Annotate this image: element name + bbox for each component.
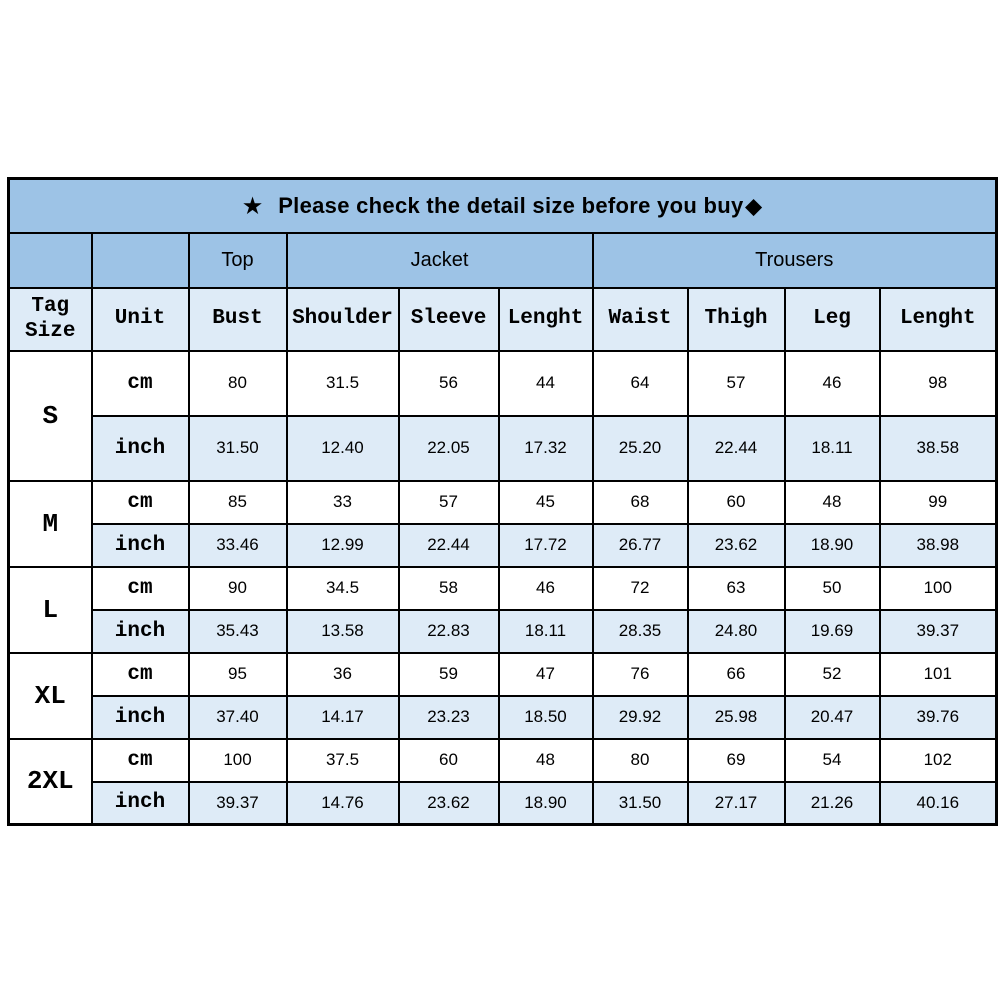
measurement-cell: 68	[593, 481, 688, 524]
group-spacer-tag	[9, 233, 92, 288]
group-spacer-unit	[92, 233, 189, 288]
measurement-cell: 18.11	[785, 416, 880, 481]
group-header-jacket: Jacket	[287, 233, 593, 288]
measurement-cell: 66	[688, 653, 785, 696]
measurement-cell: 39.76	[880, 696, 997, 739]
measurement-cell: 56	[399, 351, 499, 416]
measurement-cell: 37.5	[287, 739, 399, 782]
column-header-tag-size: Tag Size	[9, 288, 92, 351]
measurement-cell: 72	[593, 567, 688, 610]
measurement-cell: 39.37	[880, 610, 997, 653]
size-row-2xl-inch	[9, 782, 997, 825]
size-row-l-cm	[9, 567, 997, 610]
star-icon: ★	[243, 194, 263, 218]
measurement-cell: 25.98	[688, 696, 785, 739]
unit-cell: inch	[92, 416, 189, 481]
size-row-s-inch	[9, 416, 997, 481]
column-header-thigh: Thigh	[688, 288, 785, 351]
measurement-cell: 76	[593, 653, 688, 696]
measurement-cell: 18.90	[499, 782, 593, 825]
measurement-cell: 31.50	[593, 782, 688, 825]
banner-cell	[9, 179, 997, 233]
measurement-cell: 35.43	[189, 610, 287, 653]
size-row-xl-inch	[9, 696, 997, 739]
measurement-cell: 57	[399, 481, 499, 524]
size-row-xl-cm	[9, 653, 997, 696]
unit-cell: inch	[92, 610, 189, 653]
measurement-cell: 80	[189, 351, 287, 416]
measurement-cell: 37.40	[189, 696, 287, 739]
measurement-cell: 33.46	[189, 524, 287, 567]
size-row-2xl-cm	[9, 739, 997, 782]
tag-size-cell: 2XL	[9, 739, 92, 825]
column-header-shoulder: Shoulder	[287, 288, 399, 351]
measurement-cell: 46	[785, 351, 880, 416]
measurement-cell: 23.62	[399, 782, 499, 825]
measurement-cell: 85	[189, 481, 287, 524]
measurement-cell: 63	[688, 567, 785, 610]
tag-size-cell: XL	[9, 653, 92, 739]
column-header-trousers-lenght: Lenght	[880, 288, 997, 351]
measurement-cell: 38.58	[880, 416, 997, 481]
measurement-cell: 21.26	[785, 782, 880, 825]
measurement-cell: 100	[880, 567, 997, 610]
measurement-cell: 44	[499, 351, 593, 416]
measurement-cell: 22.44	[399, 524, 499, 567]
diamond-icon: ◆	[745, 194, 762, 218]
measurement-cell: 39.37	[189, 782, 287, 825]
measurement-cell: 29.92	[593, 696, 688, 739]
measurement-cell: 38.98	[880, 524, 997, 567]
measurement-cell: 13.58	[287, 610, 399, 653]
measurement-cell: 28.35	[593, 610, 688, 653]
measurement-cell: 95	[189, 653, 287, 696]
banner-text: Please check the detail size before you buy	[278, 192, 744, 218]
tag-size-cell: M	[9, 481, 92, 567]
measurement-cell: 40.16	[880, 782, 997, 825]
unit-cell: inch	[92, 782, 189, 825]
measurement-cell: 57	[688, 351, 785, 416]
measurement-cell: 22.05	[399, 416, 499, 481]
measurement-cell: 52	[785, 653, 880, 696]
measurement-cell: 19.69	[785, 610, 880, 653]
column-header-waist: Waist	[593, 288, 688, 351]
tag-size-cell: L	[9, 567, 92, 653]
measurement-cell: 22.83	[399, 610, 499, 653]
size-row-l-inch	[9, 610, 997, 653]
measurement-cell: 33	[287, 481, 399, 524]
unit-cell: inch	[92, 524, 189, 567]
group-header-row	[9, 233, 997, 288]
size-chart-table	[7, 177, 998, 826]
group-header-trousers: Trousers	[593, 233, 997, 288]
measurement-cell: 48	[499, 739, 593, 782]
measurement-cell: 64	[593, 351, 688, 416]
measurement-cell: 99	[880, 481, 997, 524]
measurement-cell: 14.76	[287, 782, 399, 825]
measurement-cell: 17.32	[499, 416, 593, 481]
measurement-cell: 12.40	[287, 416, 399, 481]
measurement-cell: 46	[499, 567, 593, 610]
column-header-row	[9, 288, 997, 351]
measurement-cell: 60	[688, 481, 785, 524]
measurement-cell: 34.5	[287, 567, 399, 610]
measurement-cell: 60	[399, 739, 499, 782]
group-header-top: Top	[189, 233, 287, 288]
measurement-cell: 102	[880, 739, 997, 782]
measurement-cell: 18.50	[499, 696, 593, 739]
measurement-cell: 58	[399, 567, 499, 610]
measurement-cell: 100	[189, 739, 287, 782]
measurement-cell: 90	[189, 567, 287, 610]
column-header-sleeve: Sleeve	[399, 288, 499, 351]
measurement-cell: 17.72	[499, 524, 593, 567]
measurement-cell: 22.44	[688, 416, 785, 481]
measurement-cell: 101	[880, 653, 997, 696]
unit-cell: cm	[92, 653, 189, 696]
measurement-cell: 48	[785, 481, 880, 524]
measurement-cell: 24.80	[688, 610, 785, 653]
column-header-unit: Unit	[92, 288, 189, 351]
measurement-cell: 31.5	[287, 351, 399, 416]
column-header-bust: Bust	[189, 288, 287, 351]
unit-cell: cm	[92, 351, 189, 416]
measurement-cell: 18.90	[785, 524, 880, 567]
column-header-jacket-lenght: Lenght	[499, 288, 593, 351]
tag-size-cell: S	[9, 351, 92, 481]
measurement-cell: 14.17	[287, 696, 399, 739]
measurement-cell: 26.77	[593, 524, 688, 567]
measurement-cell: 23.23	[399, 696, 499, 739]
unit-cell: cm	[92, 567, 189, 610]
measurement-cell: 18.11	[499, 610, 593, 653]
measurement-cell: 12.99	[287, 524, 399, 567]
measurement-cell: 27.17	[688, 782, 785, 825]
unit-cell: inch	[92, 696, 189, 739]
measurement-cell: 69	[688, 739, 785, 782]
measurement-cell: 31.50	[189, 416, 287, 481]
measurement-cell: 80	[593, 739, 688, 782]
column-header-leg: Leg	[785, 288, 880, 351]
measurement-cell: 54	[785, 739, 880, 782]
measurement-cell: 50	[785, 567, 880, 610]
measurement-cell: 47	[499, 653, 593, 696]
measurement-cell: 45	[499, 481, 593, 524]
measurement-cell: 59	[399, 653, 499, 696]
measurement-cell: 25.20	[593, 416, 688, 481]
measurement-cell: 23.62	[688, 524, 785, 567]
size-row-m-cm	[9, 481, 997, 524]
unit-cell: cm	[92, 481, 189, 524]
measurement-cell: 36	[287, 653, 399, 696]
banner-row	[9, 179, 997, 233]
measurement-cell: 20.47	[785, 696, 880, 739]
size-row-m-inch	[9, 524, 997, 567]
measurement-cell: 98	[880, 351, 997, 416]
size-row-s-cm	[9, 351, 997, 416]
unit-cell: cm	[92, 739, 189, 782]
